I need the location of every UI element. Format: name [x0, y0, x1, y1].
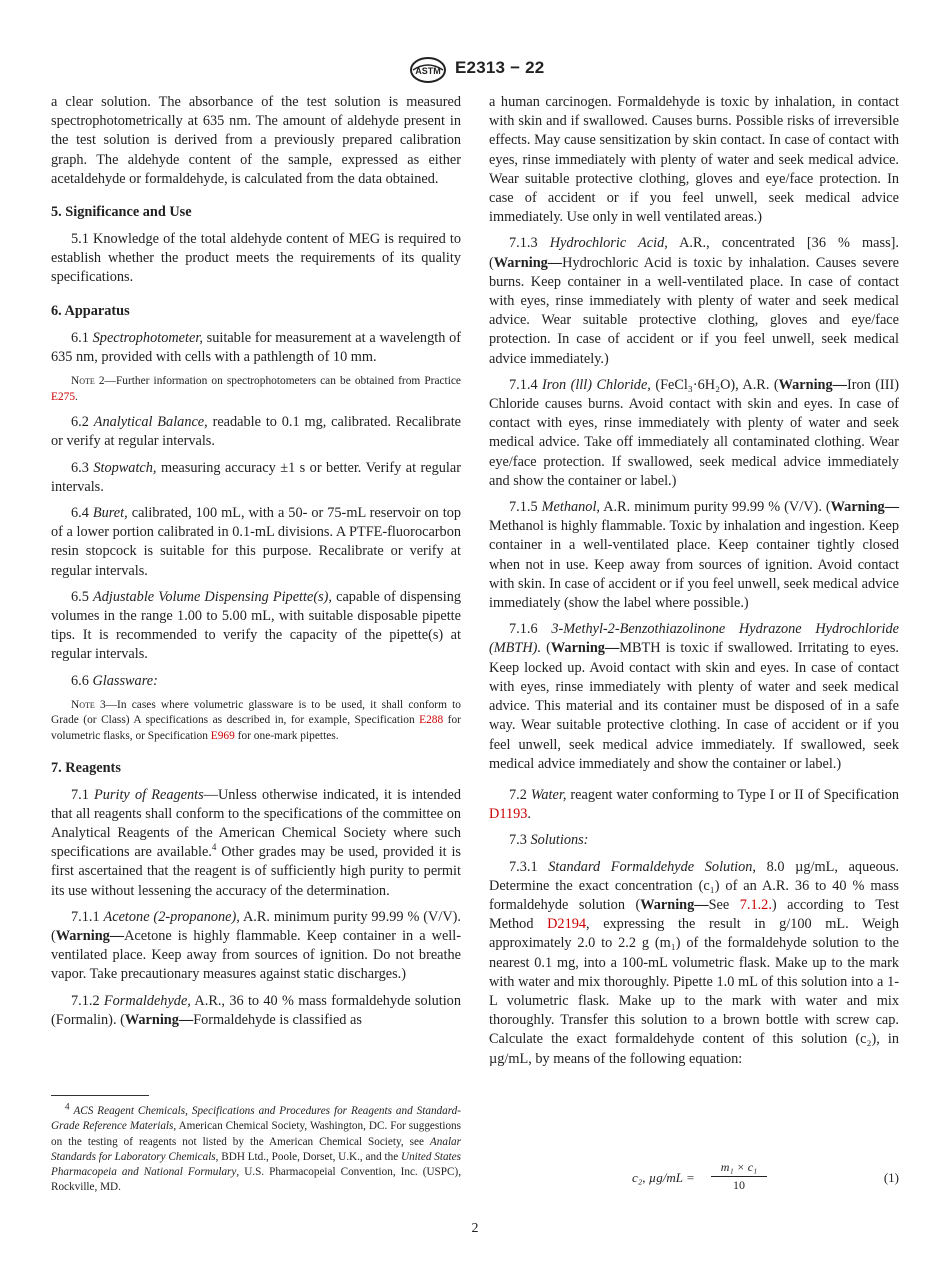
ref-e969-link[interactable]: E969 [210, 730, 235, 743]
footnote-4: $^4$ ACS Reagent Chemicals, Specifications and Procedures for Reagents and Standard-Grade Reference Materials, American Chemical Society, Washington, DC. For suggestions on the testing of reagents not listed by the American Chemical Society, see Analar Standards for Laboratory Chemicals, BDH Ltd., Poole, Dorset, U.K., and the United States Pharmacopeia and National Formulary, U.S. Pharmacopeial Convention, Inc. (USPC), Rockville, MD. [51, 1101, 461, 1194]
paragraph-6-1: 6.1 Spectrophotometer, suitable for measurement at a wavelength of 635 nm, provided with cells with a pathlength of 10 mm. [51, 329, 462, 365]
equation-lhs: c₂, µg/mL = [632, 1170, 695, 1185]
equation-number: (1) [883, 1170, 899, 1185]
right-column [489, 93, 899, 1076]
section-6-heading: 6. Apparatus [51, 302, 130, 319]
paragraph-7-1-4: 7.1.4 Iron (lll) Chloride, (FeCl₃·6H₂O), A.R. (Warning—Iron (III) Chloride causes burns. Avoid contact with skin and eyes. In case of contact with eyes, rinse immediately with plenty of water and seek medical advice. Take off immediately all contaminated clothing. Wear eye/face protection. If swallowed, seek medical advice immediately and show the container or label.) [489, 376, 900, 489]
paragraph-7-1: 7.1 Purity of Reagents—Unless otherwise indicated, it is intended that all reagents shall conform to the specifications of the committee on Analytical Reagents of the American Chemical Society where such specifications are available.$^4$ Other grades may be used, provided it is first ascertained that the reagent is of sufficiently high purity to permit its use without lessening the accuracy of the determination. [51, 786, 461, 899]
equation-1 [489, 1160, 899, 1194]
paragraph-7-1-2: 7.1.2 Formaldehyde, A.R., 36 to 40 % mass formaldehyde solution (Formalin). (Warning—Formaldehyde is classified as [51, 992, 461, 1028]
paragraph-7-3: 7.3 Solutions: [509, 832, 589, 849]
ref-7-1-2-link[interactable]: 7.1.2. [739, 896, 772, 913]
equation-numerator: m₁ × c₁ [711, 1160, 767, 1177]
paragraph-6-2: 6.2 Analytical Balance, readable to 0.1 mg, calibrated. Recalibrate or verify at regular intervals. [51, 414, 462, 450]
paragraph-7-2: 7.2 Water, reagent water conforming to Type I or II of Specification D1193. [489, 786, 900, 823]
page-header [0, 57, 950, 83]
section-5-heading: 5. Significance and Use [51, 204, 192, 221]
paragraph-continuation: a clear solution. The absorbance of the test solution is measured spectrophotometrically at 635 nm. The amount of aldehyde present in the test solution is derived from a previously prepared calibration graph. The aldehyde content of the sample, expressed as either acetaldehyde or formaldehyde, is calculated from the data obtained. [51, 94, 461, 187]
footnote-divider [51, 1095, 149, 1096]
paragraph-7-1-3: 7.1.3 Hydrochloric Acid, A.R., concentrated [36 % mass]. (Warning—Hydrochloric Acid is toxic by inhalation. Causes severe burns. Keep container in a well-ventilated place. In case of contact with eyes, rinse immediately with plenty of water and seek medical advice. Wear suitable protective clothing, gloves and eye/face protection. In case of accident or if you feel unwell, seek medical advice immediately.) [489, 235, 899, 367]
ref-d2194-link[interactable]: D2194 [547, 916, 587, 933]
paragraph-6-5: 6.5 Adjustable Volume Dispensing Pipette(s), capable of dispensing volumes in the range 1.00 to 5.00 mL, with suitable disposable pipette tips. It is recommended to verify the capacity of the pipette(s) at regular intervals. [51, 588, 462, 663]
paragraph-6-4: 6.4 Buret, calibrated, 100 mL, with a 50- or 75-mL reservoir on top of a lower portion calibrated in 0.1-mL divisions. A PTFE-fluorocarbon resin stopcock is suitable for this purpose. Recalibrate or verify at regular intervals. [51, 505, 462, 579]
ref-d1193-link[interactable]: D1193 [489, 806, 528, 823]
paragraph-5-1: 5.1 Knowledge of the total aldehyde content of MEG is required to establish whether the product meets the requirements of its quality specifications. [51, 231, 461, 286]
paragraph-6-6: 6.6 Glassware: [71, 672, 158, 689]
left-column [51, 93, 461, 1037]
page-number: 2 [471, 1221, 479, 1236]
paragraph-7-1-6: 7.1.6 3-Methyl-2-Benzothiazolinone Hydrazone Hydrochloride (MBTH). (Warning—MBTH is toxic if swallowed. Irritating to eyes. Keep locked up. Avoid contact with skin and eyes. In case of contact with eyes, rinse immediately with plenty of water and seek medical advice. This material and its container must be disposed of in a safe way. Wear suitable protective clothing. In case of accident or if you feel unwell, seek medical advice immediately. If swallowed, seek medical advice immediately and show the container or label.) [489, 621, 900, 772]
paragraph-6-3: 6.3 Stopwatch, measuring accuracy ±1 s or better. Verify at regular intervals. [51, 459, 462, 495]
document-designation: E2313 − 22 [455, 58, 545, 77]
ref-e275-link[interactable]: E275 [51, 390, 76, 403]
paragraph-7-1-5: 7.1.5 Methanol, A.R. minimum purity 99.99 % (V/V). (Warning—Methanol is highly flammable. Toxic by inhalation and ingestion. Keep container in a well-ventilated place. Keep container tightly closed when not in use. Keep away from sources of ignition. Avoid contact with skin. In case of accident or if you feel unwell, seek medical advice immediately (show the label where possible.) [489, 499, 899, 612]
paragraph-7-3-1: 7.3.1 Standard Formaldehyde Solution, 8.0 µg/mL, aqueous. Determine the exact concentration (c₁) of an A.R. 36 to 40 % mass formaldehyde solution (Warning—See 7.1.2.) according to Test Method D2194, expressing the result in g/100 mL. Weigh approximately 2.0 to 2.2 g (m₁) of the formaldehyde solution to the nearest 0.1 mg, into a 100-mL volumetric flask. Make up to the mark with water and mix thoroughly. Pipette 1.0 mL of this solution into a 1-L volumetric flask. Make up to the mark with water and mix thoroughly. Transfer this solution to a brown bottle with screw cap. Calculate the exact formaldehyde content of this solution (c₂), in µg/mL, by means of the following equation: [489, 858, 900, 1067]
note-2: Note 2—Further information on spectrophotometers can be obtained from Practice E275. [51, 375, 461, 403]
ref-e288-link[interactable]: E288 [419, 714, 444, 727]
svg-text:ASTM: ASTM [415, 66, 441, 76]
equation-denominator: 10 [733, 1178, 745, 1192]
paragraph-7-1-1: 7.1.1 Acetone (2-propanone), A.R. minimum purity 99.99 % (V/V). (Warning—Acetone is highly flammable. Keep container in a well-ventilated place. Keep away from sources of ignition. Do not breathe vapor. Take precautionary measures against static discharges.) [51, 908, 461, 983]
astm-logo-icon [409, 57, 447, 83]
equation-fraction [711, 1160, 767, 1193]
section-7-heading: 7. Reagents [51, 759, 121, 776]
note-3: Note 3—In cases where volumetric glassware is to be used, it shall conform to Grade (or Class) A specifications as described in, for example, Specification E288 for volumetric flasks, or Specification E969 for one-mark pipettes. [51, 698, 461, 743]
paragraph-7-1-2-continuation: a human carcinogen. Formaldehyde is toxic by inhalation, in contact with skin and if swallowed. Causes burns. Possible risks of irreversible effects. May cause sensitization by skin contact. In case of contact with eyes, rinse immediately with plenty of water and seek medical advice. Wear suitable protective clothing, gloves and eye/face protection. In case of accident or if you feel unwell, seek medical advice immediately. Use only in well ventilated areas.) [489, 94, 899, 226]
